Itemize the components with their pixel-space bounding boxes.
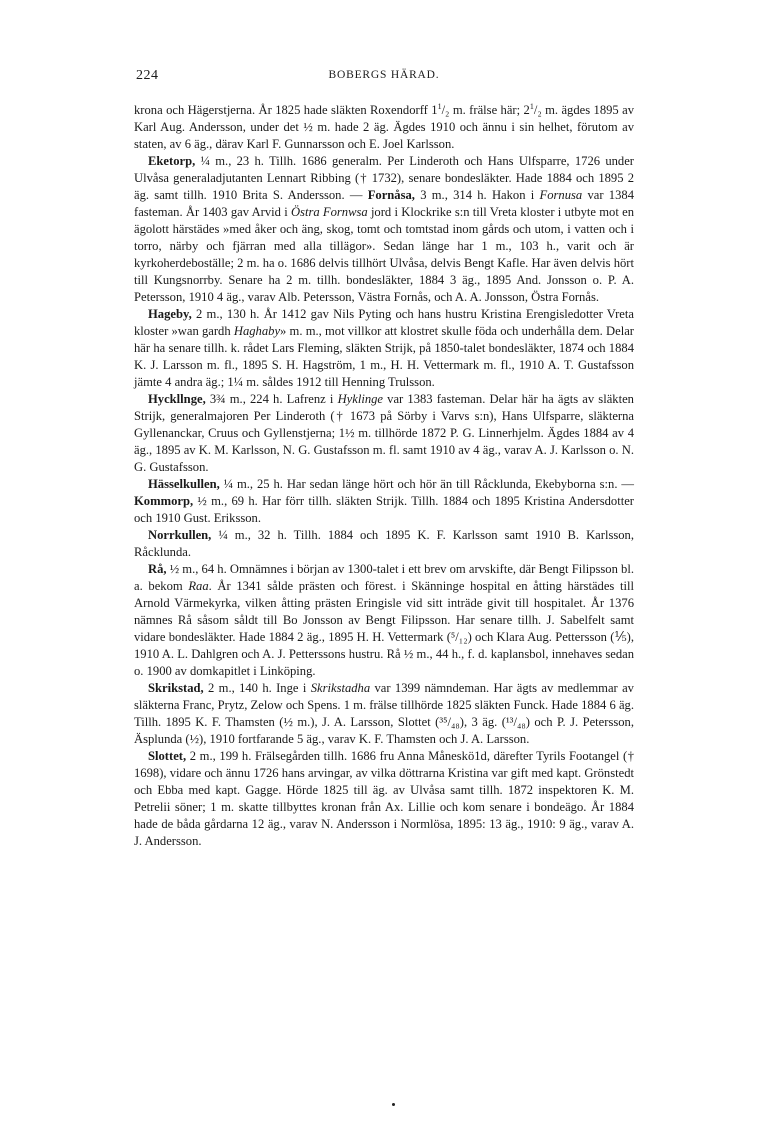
entry-heading: Hageby, xyxy=(148,307,192,321)
entry-heading: Rå, xyxy=(148,562,167,576)
paragraph xyxy=(134,527,634,561)
italic-term: Skrikstadha xyxy=(310,681,371,695)
paragraph-text: var 1384 fasteman. År 1403 gav Arvid i xyxy=(134,188,634,219)
paragraph xyxy=(134,102,634,153)
entry-heading: Fornåsa, xyxy=(367,188,415,202)
paragraph xyxy=(134,561,634,680)
document-page xyxy=(134,68,634,850)
paragraph-text: 1 xyxy=(437,101,442,111)
paragraph xyxy=(134,306,634,391)
paragraph-text: 2 m., 199 h. Frälsegården tillh. 1686 fru Anna Måneskö1d, därefter Tyrils Footangel († 1698), vidare och ännu 1726 hans arvingar, av vilka döttrarna Kristina var gift med kapt. Grönstedt och Ebba med kapt. Gagge. Hörde 1825 till äg. av Ulvåsa samt tillh. 1872 inspektoren K. M. Petrelii söner; 1 m. skatte tillbyttes kronan från Ax. Lillie och kom senare i bondeägo. År 1884 hade de båda gårdarna 12 äg., varav N. Andersson i Normlösa, 1895: 13 äg., 1910: 9 äg., varav A. J. Andersson. xyxy=(134,749,634,848)
paragraph xyxy=(134,153,634,306)
paragraph-text: 2 m., 140 h. Inge i xyxy=(203,681,311,695)
footer-mark xyxy=(392,1103,395,1106)
paragraph-text: ¼ m., 32 h. Tillh. 1884 och 1895 K. F. Karlsson samt 1910 B. Karlsson, Råcklunda. xyxy=(134,528,634,559)
paragraph-text: ¼ m., 23 h. Tillh. 1686 generalm. Per Linderoth och Hans Ulfsparre, 1726 under Ulvåsa generaladjutanten Lennart Ribbing († 1732), senare bondesläkter. Hade 1884 och 1895 2 äg. samt tillh. 1910 Brita S. Andersson. — xyxy=(134,154,634,202)
entry-heading: Skrikstad, xyxy=(148,681,204,695)
paragraph-text: 3 m., 314 h. Hakon i xyxy=(414,188,540,202)
paragraph-text: var 1383 fasteman. Delar här ha ägts av släkten Strijk, generalmajoren Per Linderoth († 1673 på Sörby i Varvs s:n), Hans Ulfsparre, släkterna Gyllenanckar, Cruus och Gyllenstjerna; 1½ m. tillhörde 1872 P. G. Linnerhjelm. Ägdes 1884 av 4 äg., 1895 av K. M. Karlsson, N. G. Gustafsson m. fl. samt 1910 av 4 äg., varav A. J. Karlsson o. N. G. Gustafsson. xyxy=(134,392,634,474)
paragraph-text: var 1399 nämndeman. Har ägts av medlemmar av släkterna Franc, Prytz, Zelow och Spens. 1 m. frälse tillhörde 1825 släkten Funck. Hade 1884 6 äg. Tillh. 1895 K. F. Thamsten (½ m.), J. A. Larsson, Slottet (³⁵/₄₈), 3 äg. (¹³/₄₈) och P. J. Petersson, Äsplunda (½), 1910 fortfarande 5 äg., varav K. F. Thamsten och J. A. Larsson. xyxy=(134,681,634,746)
italic-term: Hyklinge xyxy=(337,392,384,406)
paragraph-text: krona och Hägerstjerna. År 1825 hade släkten Roxendorff 1 xyxy=(134,103,438,117)
italic-term: Haghaby xyxy=(233,324,281,338)
entry-heading: Hyckllnge, xyxy=(148,392,206,406)
italic-term: Östra Fornwsa xyxy=(290,205,368,219)
body-text xyxy=(134,102,634,850)
paragraph-text: ½ m., 69 h. Har förr tillh. släkten Strijk. Tillh. 1884 och 1895 Kristina Andersdotter och 1910 Gust. Eriksson. xyxy=(134,494,634,525)
paragraph xyxy=(134,680,634,748)
paragraph-text: 2 m., 130 h. År 1412 gav Nils Pyting och hans hustru Kristina Erengisledotter Vreta kloster »wan gardh xyxy=(134,307,634,338)
page-number: 224 xyxy=(136,68,159,83)
paragraph-text: /₂ m. frälse här; 2 xyxy=(441,103,530,117)
paragraph xyxy=(134,391,634,476)
paragraph-text: 1 xyxy=(529,101,534,111)
entry-heading: Kommorp, xyxy=(134,494,194,508)
paragraph-text: . År 1341 sålde prästen och förest. i Skänninge hospital en åtting härstädes till Arnold Värmekyrka, vilken åtting prästen Eringisle vid sitt inträde givit till hospitalet. År 1376 nämnes Rå såsom såldt till Bo Jonsson av Bengt Filipsson. Har senare tillh. J. Sabelfelt samt vidare bondesläkter. Hade 1884 2 äg., 1895 H. H. Vettermark (⁵/₁₂) och Klara Aug. Pettersson (⅕), 1910 A. L. Dahlgren och A. J. Petterssons hustru. Rå ½ m., 44 h., f. d. kaplansbol, innehaves sedan o. 1900 av domkapitlet i Linköping. xyxy=(134,579,634,678)
entry-heading: Slottet, xyxy=(148,749,187,763)
paragraph-text: ½ m., 64 h. Omnämnes i början av 1300-talet i ett brev om arvskifte, där Bengt Filipsson bl. a. bekom xyxy=(134,562,634,593)
paragraph-text: jord i Klockrike s:n till Vreta kloster i utbyte mot en ägolott härstädes »med åker och äng, skog, tomt och tomtstad inom gårds och utom, i vatten och i torro, närby och fjärran med alla tillägor». Sedan länge har 1 m., 103 h., varit och är kyrkoherdeboställe; 2 m. ha o. 1686 delvis tillhört Ulvåsa, delvis Bengt Kafle. Har även delvis hört till Kungsnorrby. Senare ha 2 m. tillh. bondesläkter, 1884 3 äg., 1895 And. Jonsson o. P. A. Petersson, 1910 4 äg., varav Alb. Petersson, Västra Fornås, och A. A. Jonsson, Östra Fornås. xyxy=(134,205,634,304)
entry-heading: Hässelkullen, xyxy=(148,477,220,491)
paragraph-text: ¼ m., 25 h. Har sedan länge hört och hör än till Råcklunda, Ekebyborna s:n. — xyxy=(219,477,634,491)
running-head: BOBERGS HÄRAD. xyxy=(328,69,440,81)
page-header xyxy=(134,68,634,88)
italic-term: Fornusa xyxy=(539,188,583,202)
entry-heading: Eketorp, xyxy=(148,154,196,168)
paragraph xyxy=(134,476,634,527)
paragraph-text: » m. m., mot villkor att klostret skulle föda och underhålla dem. Delar här ha senare tillh. k. rådet Lars Fleming, släkten Strijk, på 1850-talet bondesläkter, 1874 och 1884 K. J. Larsson m. fl., 1895 S. H. Hagström, 1 m., H. H. Vettermark m. fl., 1910 A. T. Gustafsson jämte 4 andra äg.; 1¼ m. såldes 1912 till Henning Trulsson. xyxy=(134,324,634,389)
entry-heading: Norrkullen, xyxy=(148,528,212,542)
paragraph-text: 3¾ m., 224 h. Lafrenz i xyxy=(205,392,338,406)
paragraph xyxy=(134,748,634,850)
italic-term: Raa xyxy=(188,579,209,593)
paragraph-text: /₂ m. ägdes 1895 av Karl Aug. Andersson, under det ½ m. hade 2 äg. Ägdes 1910 och ännu i sin helhet, förutom av staten, av 6 äg., därav Karl F. Gunnarsson och E. Joel Karlsson. xyxy=(134,103,634,151)
